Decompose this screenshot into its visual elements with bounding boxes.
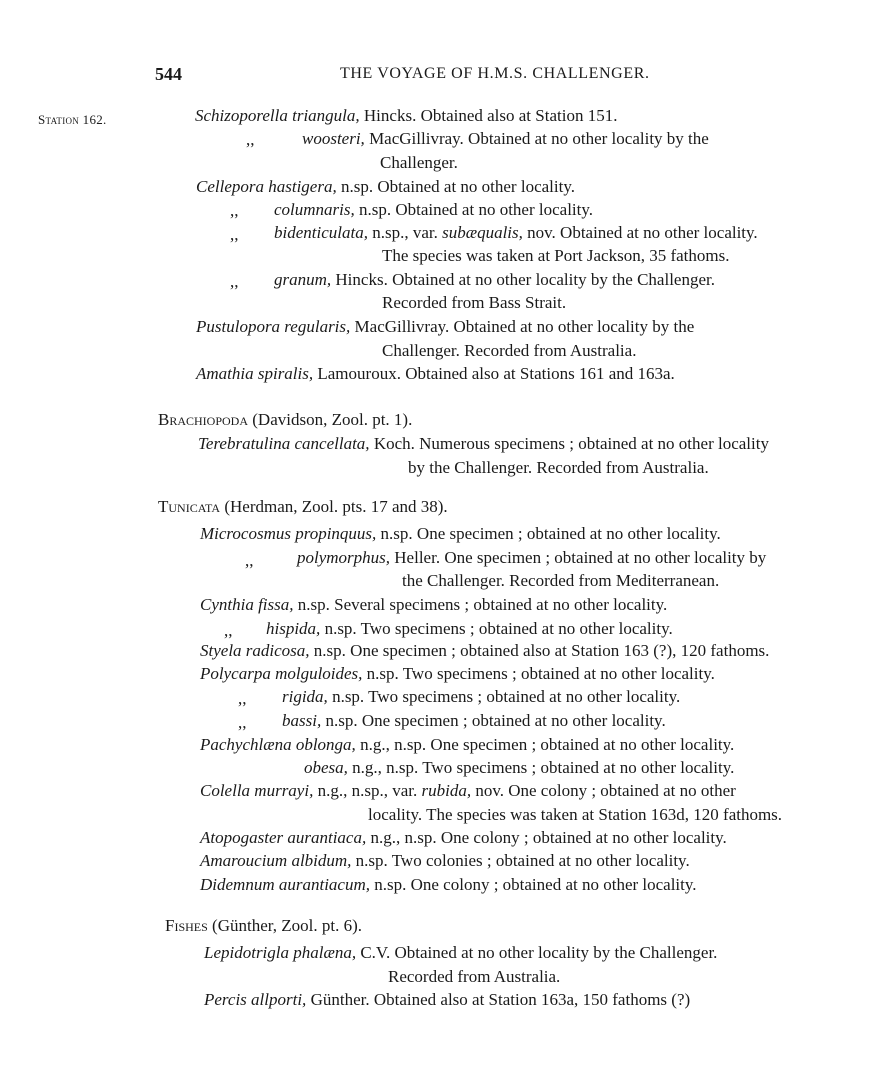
entry-continuation: Challenger. <box>380 153 458 172</box>
entry-line: Pachychlæna oblonga, n.g., n.sp. One specimen ; obtained at no other locality. <box>200 735 735 754</box>
entry-continuation: Challenger. Recorded from Australia. <box>382 341 637 360</box>
entry-line: Microcosmus propinquus, n.sp. One specimen ; obtained at no other locality. <box>200 524 721 543</box>
entry-line: Polycarpa molguloides, n.sp. Two specimens ; obtained at no other locality. <box>200 664 715 683</box>
entry-line: hispida, n.sp. Two specimens ; obtained at no other locality. <box>266 619 673 638</box>
entry-continuation: the Challenger. Recorded from Mediterranean. <box>402 571 720 590</box>
entry-line: Cellepora hastigera, n.sp. Obtained at no other locality. <box>196 177 575 196</box>
entry-continuation: locality. The species was taken at Station 163d, 120 fathoms. <box>368 805 783 824</box>
entry-line: ,, <box>246 130 255 149</box>
entry-line: ,, <box>230 225 239 244</box>
entry-line: Styela radicosa, n.sp. One specimen ; obtained also at Station 163 (?), 120 fathoms. <box>200 641 770 660</box>
entry-line: columnaris, n.sp. Obtained at no other locality. <box>274 200 594 219</box>
station-sidenote: Station 162. <box>38 112 107 127</box>
running-title: THE VOYAGE OF H.M.S. CHALLENGER. <box>340 65 650 82</box>
entry-line: bassi, n.sp. One specimen ; obtained at no other locality. <box>282 711 666 730</box>
entry-line: obesa, n.g., n.sp. Two specimens ; obtained at no other locality. <box>304 758 735 777</box>
entry-line: ,, <box>230 201 239 220</box>
entry-continuation: by the Challenger. Recorded from Australia. <box>408 458 709 477</box>
entry-line: granum, Hincks. Obtained at no other locality by the Challenger. <box>274 270 715 289</box>
entry-line: Atopogaster aurantiaca, n.g., n.sp. One colony ; obtained at no other locality. <box>200 828 727 847</box>
section-heading-brachiopoda: Brachiopoda (Davidson, Zool. pt. 1). <box>158 410 413 429</box>
entry-line: Pustulopora regularis, MacGillivray. Obtained at no other locality by the <box>196 317 695 336</box>
entry-line: polymorphus, Heller. One specimen ; obtained at no other locality by <box>297 548 767 567</box>
entry-line: woosteri, MacGillivray. Obtained at no other locality by the <box>302 129 709 148</box>
entry-line: Amathia spiralis, Lamouroux. Obtained also at Stations 161 and 163a. <box>196 364 675 383</box>
section-heading-fishes: Fishes (Günther, Zool. pt. 6). <box>165 916 362 935</box>
section-heading-tunicata: Tunicata (Herdman, Zool. pts. 17 and 38). <box>158 497 448 516</box>
entry-line: Terebratulina cancellata, Koch. Numerous specimens ; obtained at no other locality <box>198 434 769 453</box>
entry-line: Colella murrayi, n.g., n.sp., var. rubida, nov. One colony ; obtained at no other <box>200 781 736 800</box>
entry-line: Didemnum aurantiacum, n.sp. One colony ; obtained at no other locality. <box>200 875 697 894</box>
entry-line: Schizoporella triangula, Hincks. Obtained also at Station 151. <box>195 106 618 125</box>
entry-line: Amaroucium albidum, n.sp. Two colonies ; obtained at no other locality. <box>200 851 690 870</box>
entry-continuation: The species was taken at Port Jackson, 35 fathoms. <box>382 246 730 265</box>
entry-line: bidenticulata, n.sp., var. subæqualis, nov. Obtained at no other locality. <box>274 223 758 242</box>
page-number: 544 <box>155 64 182 84</box>
entry-line: Cynthia fissa, n.sp. Several specimens ; obtained at no other locality. <box>200 595 668 614</box>
entry-line: ,, <box>238 689 247 708</box>
entry-line: ,, <box>238 713 247 732</box>
entry-line: ,, <box>224 621 233 640</box>
entry-line: ,, <box>230 272 239 291</box>
entry-line: rigida, n.sp. Two specimens ; obtained at no other locality. <box>282 687 681 706</box>
entry-line: Percis allporti, Günther. Obtained also at Station 163a, 150 fathoms (?) <box>204 990 691 1009</box>
entry-line: ,, <box>245 551 254 570</box>
entry-continuation: Recorded from Australia. <box>388 967 561 986</box>
entry-continuation: Recorded from Bass Strait. <box>382 293 567 312</box>
entry-line: Lepidotrigla phalæna, C.V. Obtained at no other locality by the Challenger. <box>204 943 718 962</box>
